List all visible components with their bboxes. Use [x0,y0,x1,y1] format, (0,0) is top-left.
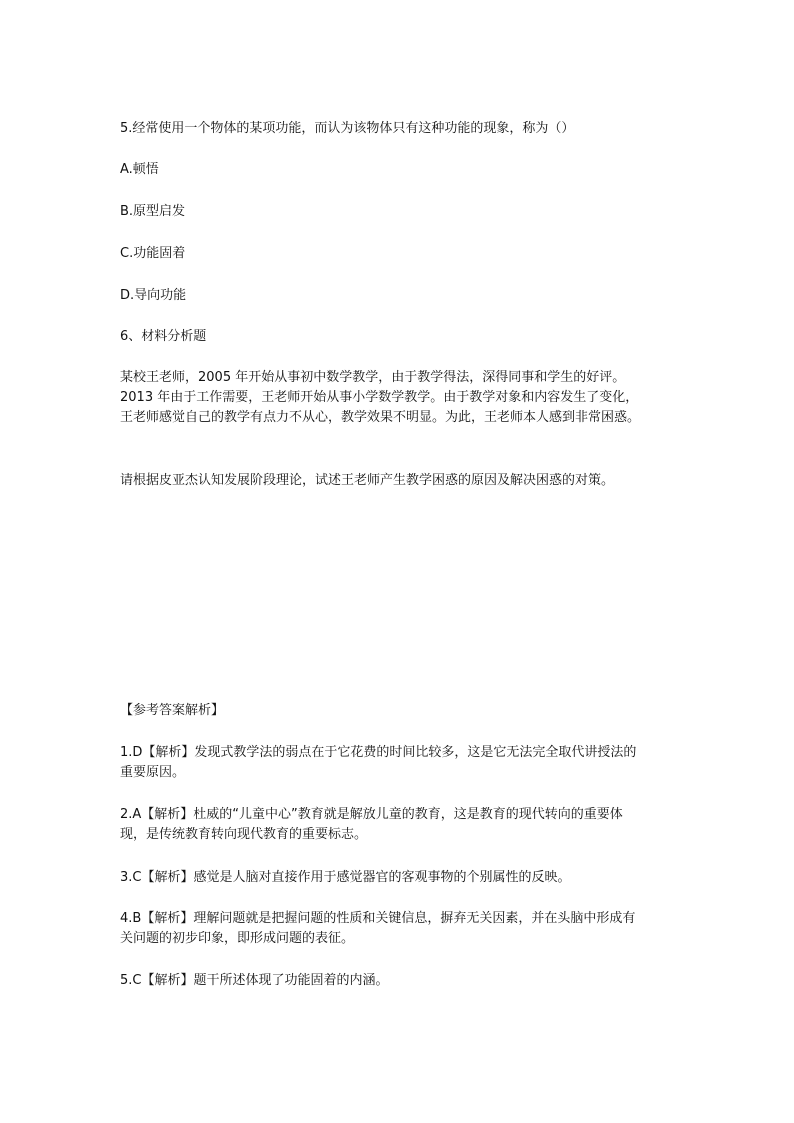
question5-option-a: A.顿悟 [120,162,159,177]
answer-line: 1.D【解析】发现式教学法的弱点在于它花费的时间比较多，这是它无法完全取代讲授法的 [120,745,637,760]
question6-title: 6、材料分析题 [120,329,207,344]
question5-option-d: D.导向功能 [120,288,187,303]
answer-item-2 [120,805,680,845]
question5-stem: 5.经常使用一个物体的某项功能，而认为该物体只有这种功能的现象，称为（） [120,121,575,136]
material-line: 王老师感觉自己的教学有点力不从心，教学效果不明显。为此，王老师本人感到非常困惑。 [120,410,641,425]
question6-material [120,368,680,428]
answer-line: 4.B【解析】理解问题就是把握问题的性质和关键信息，摒弃无关因素，并在头脑中形成有 [120,911,636,926]
answer-line: 5.C【解析】题干所述体现了功能固着的内涵。 [120,973,389,988]
answer-line: 2.A【解析】杜威的“儿童中心”教育就是解放儿童的教育，这是教育的现代转向的重要体 [120,807,623,822]
answers-heading: 【参考答案解析】 [120,703,225,718]
answer-item-5 [120,971,680,991]
answer-line: 重要原因。 [120,765,186,780]
question6-prompt: 请根据皮亚杰认知发展阶段理论，试述王老师产生教学困惑的原因及解决困惑的对策。 [120,473,615,488]
answer-line: 关问题的初步印象，即形成问题的表征。 [120,931,355,946]
question5-option-c: C.功能固着 [120,246,186,261]
material-line: 2013 年由于工作需要，王老师开始从事小学数学教学。由于教学对象和内容发生了变化， [120,390,639,405]
question5-option-b: B.原型启发 [120,204,186,219]
answer-item-3 [120,868,680,888]
answer-line: 现，是传统教育转向现代教育的重要标志。 [120,827,368,842]
answer-line: 3.C【解析】感觉是人脑对直接作用于感觉器官的客观事物的个别属性的反映。 [120,870,571,885]
answer-item-1 [120,743,680,783]
answer-item-4 [120,909,680,949]
material-line: 某校王老师，2005 年开始从事初中数学教学，由于教学得法，深得同事和学生的好评。 [120,370,626,385]
